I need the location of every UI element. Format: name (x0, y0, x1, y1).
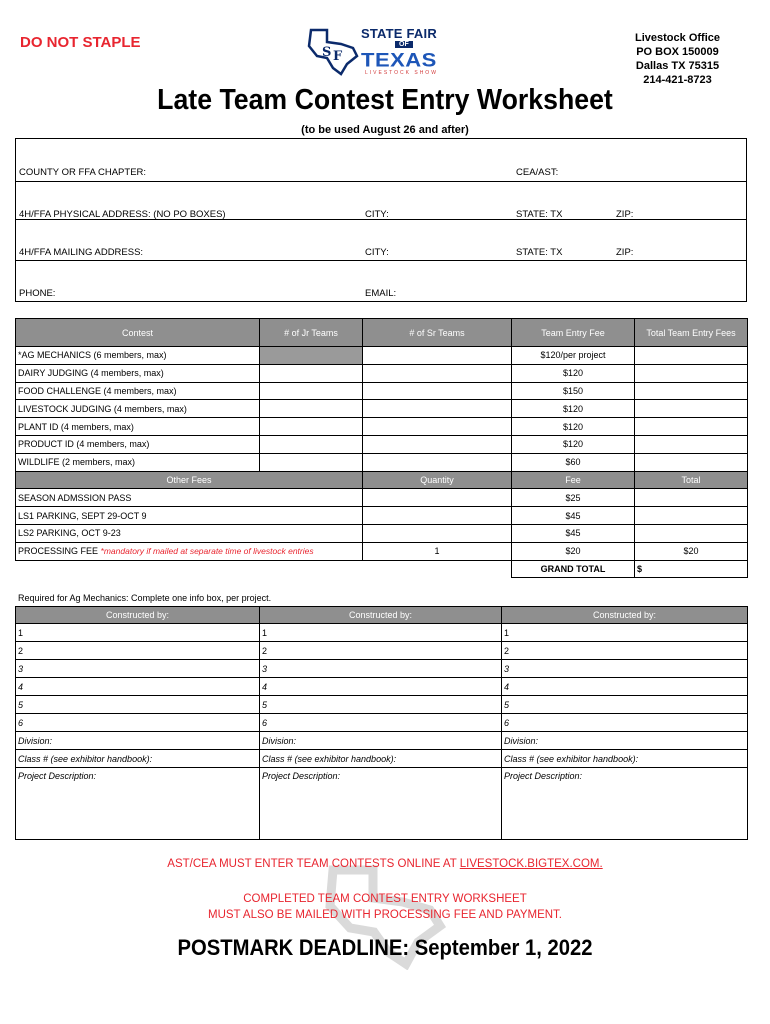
other-total[interactable] (635, 489, 748, 507)
col-jr-teams: # of Jr Teams (260, 319, 363, 347)
jr-teams-cell[interactable] (260, 400, 363, 418)
mail-notice (0, 891, 770, 923)
cea-field[interactable]: CEA/AST: (516, 167, 559, 178)
livestock-link[interactable]: LIVESTOCK.BIGTEX.COM. (459, 858, 603, 870)
other-total: $20 (635, 542, 748, 560)
constructed-by-header: Constructed by: (502, 607, 748, 624)
division-row (16, 732, 748, 750)
phone-field[interactable]: PHONE: (19, 288, 56, 299)
contest-name: *AG MECHANICS (6 members, max) (16, 347, 260, 365)
jr-teams-cell-disabled (260, 347, 363, 365)
texas-map-icon (303, 24, 361, 76)
division-field[interactable]: Division: (16, 732, 260, 750)
description-row (16, 768, 748, 840)
contest-name: PRODUCT ID (4 members, max) (16, 435, 260, 453)
logo-livestock-show: LIVESTOCK SHOW (365, 70, 438, 76)
office-line: Livestock Office (635, 32, 720, 44)
contest-fee: $120 (512, 435, 635, 453)
zip-field[interactable]: ZIP: (616, 209, 634, 220)
table-row (16, 542, 748, 560)
member-field[interactable]: 4 (502, 678, 748, 696)
table-row (16, 507, 748, 525)
mail-notice-line: MUST ALSO BE MAILED WITH PROCESSING FEE AND PAYMENT. (207, 909, 562, 921)
processing-fee-note: *mandatory if mailed at separate time of livestock entries (100, 546, 314, 557)
contest-fee: $60 (512, 453, 635, 471)
zip-field[interactable]: ZIP: (616, 247, 634, 258)
grand-total-value[interactable]: $ (635, 560, 748, 578)
processing-fee-label: PROCESSING FEE (18, 546, 99, 557)
table-row (16, 453, 748, 471)
col-quantity: Quantity (363, 471, 512, 489)
member-field[interactable]: 5 (260, 696, 502, 714)
member-row (16, 642, 748, 660)
quantity-cell[interactable] (363, 507, 512, 525)
other-fee-name: SEASON ADMSSION PASS (16, 489, 363, 507)
other-fee-name: LS1 PARKING, SEPT 29-OCT 9 (16, 507, 363, 525)
member-field[interactable]: 1 (16, 624, 260, 642)
table-row (16, 435, 748, 453)
class-field[interactable]: Class # (see exhibitor handbook): (502, 750, 748, 768)
constructed-by-header: Constructed by: (260, 607, 502, 624)
quantity-cell[interactable] (363, 489, 512, 507)
sr-teams-cell[interactable] (363, 382, 512, 400)
office-line: PO BOX 150009 (636, 46, 719, 58)
member-field[interactable]: 6 (16, 714, 260, 732)
state-fair-logo (303, 22, 443, 80)
online-entry-text: AST/CEA MUST ENTER TEAM CONTESTS ONLINE AT (167, 858, 460, 870)
class-row (16, 750, 748, 768)
table-row (16, 347, 748, 365)
mailing-address-field[interactable]: 4H/FFA MAILING ADDRESS: (19, 247, 144, 258)
other-fee: $20 (512, 542, 635, 560)
col-other-fees: Other Fees (16, 471, 363, 489)
constructed-by-header: Constructed by: (16, 607, 260, 624)
member-field[interactable]: 2 (16, 642, 260, 660)
jr-teams-cell[interactable] (260, 382, 363, 400)
do-not-staple: DO NOT STAPLE (20, 34, 141, 51)
member-field[interactable]: 1 (260, 624, 502, 642)
logo-of: OF (395, 41, 413, 48)
member-field[interactable]: 4 (16, 678, 260, 696)
member-field[interactable]: 3 (16, 660, 260, 678)
page-subtitle: (to be used August 26 and after) (301, 124, 469, 136)
member-field[interactable]: 4 (260, 678, 502, 696)
mailing-address-row (16, 219, 746, 261)
member-row (16, 714, 748, 732)
quantity-cell[interactable] (363, 524, 512, 542)
project-description-field[interactable]: Project Description: (16, 768, 260, 840)
phone-row (16, 260, 746, 302)
contest-fee: $120 (512, 364, 635, 382)
member-field[interactable]: 3 (260, 660, 502, 678)
member-field[interactable]: 6 (260, 714, 502, 732)
page-title: Late Team Contest Entry Worksheet (157, 84, 613, 116)
office-line: Dallas TX 75315 (635, 60, 720, 72)
jr-teams-cell[interactable] (260, 435, 363, 453)
col-contest: Contest (16, 319, 260, 347)
contest-fee: $120 (512, 418, 635, 436)
col-total-fees: Total Team Entry Fees (635, 319, 748, 347)
county-field[interactable]: COUNTY OR FFA CHAPTER: (19, 167, 147, 178)
other-fee: $25 (512, 489, 635, 507)
table-row (16, 489, 748, 507)
logo-texas: TEXAS (361, 48, 437, 71)
table-row (16, 364, 748, 382)
sr-teams-cell[interactable] (363, 435, 512, 453)
physical-address-field[interactable]: 4H/FFA PHYSICAL ADDRESS: (NO PO BOXES) (19, 209, 226, 220)
total-cell[interactable] (635, 418, 748, 436)
table-row (16, 400, 748, 418)
grand-total-label: GRAND TOTAL (512, 560, 635, 578)
contest-name: PLANT ID (4 members, max) (16, 418, 260, 436)
col-total: Total (635, 471, 748, 489)
other-total[interactable] (635, 507, 748, 525)
total-cell[interactable] (635, 382, 748, 400)
jr-teams-cell[interactable] (260, 418, 363, 436)
jr-teams-cell[interactable] (260, 364, 363, 382)
quantity-cell: 1 (363, 542, 512, 560)
total-cell[interactable] (635, 435, 748, 453)
member-row (16, 696, 748, 714)
member-row (16, 660, 748, 678)
contest-fee-table (15, 318, 748, 578)
county-row (16, 139, 746, 181)
table-row (16, 524, 748, 542)
class-field[interactable]: Class # (see exhibitor handbook): (16, 750, 260, 768)
grand-total-row (16, 560, 748, 578)
total-cell[interactable] (635, 347, 748, 365)
other-fee-name: LS2 PARKING, OCT 9-23 (16, 524, 363, 542)
city-field[interactable]: CITY: (365, 247, 389, 258)
city-field[interactable]: CITY: (365, 209, 389, 220)
other-fee: $45 (512, 507, 635, 525)
division-field[interactable]: Division: (260, 732, 502, 750)
member-field[interactable]: 3 (502, 660, 748, 678)
mail-notice-line: COMPLETED TEAM CONTEST ENTRY WORKSHEET (243, 893, 527, 905)
fee-table-header (16, 319, 748, 347)
email-field[interactable]: EMAIL: (365, 288, 397, 299)
member-field[interactable]: 2 (260, 642, 502, 660)
sr-teams-cell[interactable] (363, 418, 512, 436)
logo-state-fair: STATE FAIR (361, 26, 437, 41)
other-fee-name (16, 542, 363, 560)
sr-teams-cell[interactable] (363, 347, 512, 365)
total-cell[interactable] (635, 453, 748, 471)
member-row (16, 624, 748, 642)
ag-mechanics-table (15, 606, 748, 840)
ag-header-row (16, 607, 748, 624)
jr-teams-cell[interactable] (260, 453, 363, 471)
project-description-field[interactable]: Project Description: (502, 768, 748, 840)
member-field[interactable]: 5 (16, 696, 260, 714)
table-row (16, 418, 748, 436)
online-entry-notice (0, 858, 770, 870)
svg-text:S: S (322, 45, 332, 60)
contest-name: DAIRY JUDGING (4 members, max) (16, 364, 260, 382)
ag-mechanics-instructions: Required for Ag Mechanics: Complete one info box, per project. (18, 593, 272, 603)
total-cell[interactable] (635, 364, 748, 382)
postmark-deadline: POSTMARK DEADLINE: September 1, 2022 (177, 935, 593, 960)
other-fees-header (16, 471, 748, 489)
sr-teams-cell[interactable] (363, 453, 512, 471)
physical-address-row (16, 181, 746, 223)
table-row (16, 382, 748, 400)
member-row (16, 678, 748, 696)
svg-text:F: F (333, 49, 343, 64)
other-total[interactable] (635, 524, 748, 542)
project-description-field[interactable]: Project Description: (260, 768, 502, 840)
state-field[interactable]: STATE: TX (516, 247, 563, 258)
member-field[interactable]: 2 (502, 642, 748, 660)
member-field[interactable]: 1 (502, 624, 748, 642)
livestock-office-address (635, 31, 720, 87)
contest-fee: $120 (512, 400, 635, 418)
contact-info-box (15, 138, 747, 302)
sr-teams-cell[interactable] (363, 400, 512, 418)
division-field[interactable]: Division: (502, 732, 748, 750)
member-field[interactable]: 6 (502, 714, 748, 732)
col-team-fee: Team Entry Fee (512, 319, 635, 347)
contest-name: LIVESTOCK JUDGING (4 members, max) (16, 400, 260, 418)
col-fee: Fee (512, 471, 635, 489)
contest-name: WILDLIFE (2 members, max) (16, 453, 260, 471)
office-phone: 214-421-8723 (643, 74, 712, 86)
total-cell[interactable] (635, 400, 748, 418)
class-field[interactable]: Class # (see exhibitor handbook): (260, 750, 502, 768)
col-sr-teams: # of Sr Teams (363, 319, 512, 347)
member-field[interactable]: 5 (502, 696, 748, 714)
contest-fee: $120/per project (512, 347, 635, 365)
sr-teams-cell[interactable] (363, 364, 512, 382)
other-fee: $45 (512, 524, 635, 542)
contest-name: FOOD CHALLENGE (4 members, max) (16, 382, 260, 400)
state-field[interactable]: STATE: TX (516, 209, 563, 220)
contest-fee: $150 (512, 382, 635, 400)
